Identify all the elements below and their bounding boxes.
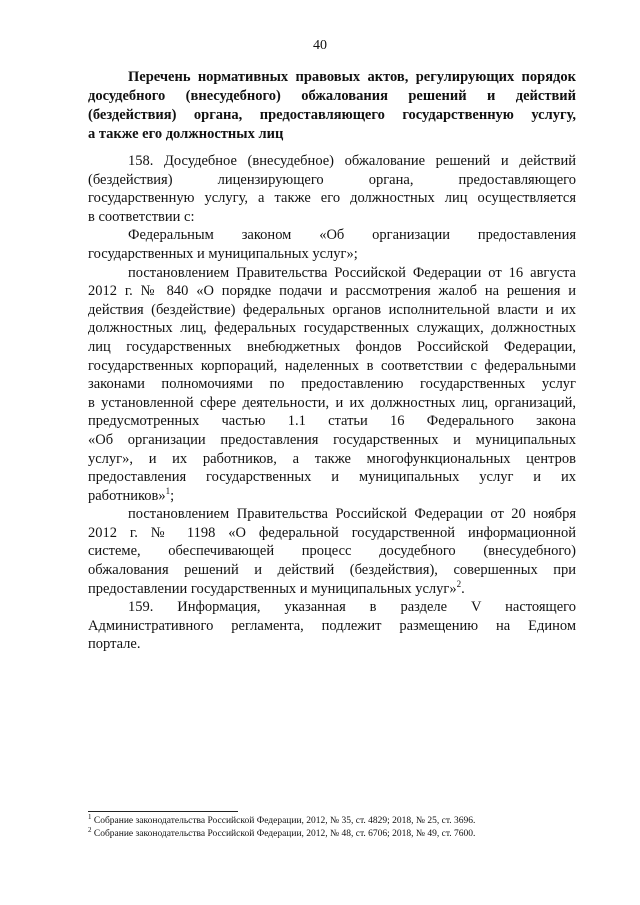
paragraph-federal-law bbox=[88, 226, 576, 263]
text-line: Административного регламента, подлежит размещению на Едином bbox=[88, 617, 576, 634]
paragraph-158 bbox=[88, 152, 576, 226]
text-line: обжалования решений и действий (бездействия), совершенных при bbox=[88, 562, 576, 579]
heading-line: досудебного (внесудебного) обжалования решений и действий bbox=[88, 88, 576, 104]
text-line: Федеральным законом «Об организации предоставления bbox=[128, 227, 576, 244]
footnote-divider bbox=[88, 811, 238, 812]
footnote-mark: 1 bbox=[88, 812, 92, 821]
text-line: предусмотренных частью 1.1 статьи 16 Федерального закона bbox=[88, 413, 576, 430]
text-fragment: работников» bbox=[88, 487, 166, 504]
text-line: лиц государственных внебюджетных фондов Российской Федерации, bbox=[88, 338, 576, 355]
footnotes bbox=[88, 812, 576, 840]
text-line: должностных лиц, федеральных государственных служащих, должностных bbox=[88, 320, 576, 337]
text-line: 2012 г. № 1198 «О федеральной государственной информационной bbox=[88, 524, 576, 541]
heading-line: (бездействия) органа, предоставляющего государственную услугу, bbox=[88, 107, 576, 123]
text-line: 158. Досудебное (внесудебное) обжалование решений и действий bbox=[128, 153, 576, 169]
heading-line: а также его должностных лиц bbox=[88, 126, 284, 142]
text-line: 2012 г. № 840 «О порядке подачи и рассмотрения жалоб на решения и bbox=[88, 283, 576, 300]
text-line: государственную услугу, а также его должностных лиц осуществляется bbox=[88, 190, 576, 207]
text-line: действия (бездействие) федеральных органов исполнительной власти и их bbox=[88, 301, 576, 318]
footnote-text: Собрание законодательства Российской Федерации, 2012, № 48, ст. 6706; 2018, № 49, ст. 7600. bbox=[91, 828, 476, 839]
footnote-ref-2[interactable]: 2 bbox=[456, 578, 462, 589]
text-line: государственных и муниципальных услуг»; bbox=[88, 245, 358, 262]
text-fragment: ; bbox=[170, 487, 175, 504]
footnote-ref-1[interactable]: 1 bbox=[165, 485, 171, 496]
text-line: услуг», и их работников, а также многофункциональных центров bbox=[88, 450, 576, 467]
text-line: постановлением Правительства Российской Федерации от 16 августа bbox=[128, 264, 576, 281]
footnote-1 bbox=[88, 812, 576, 828]
text-line: предоставления государственных и муниципальных услуг и их bbox=[88, 469, 576, 486]
text-line bbox=[88, 580, 576, 599]
heading-line: Перечень нормативных правовых актов, регулирующих порядок bbox=[128, 69, 576, 85]
document-body bbox=[88, 152, 576, 654]
text-fragment: предоставлении государственных и муниципальных услуг» bbox=[88, 580, 457, 597]
text-fragment: . bbox=[461, 580, 465, 597]
text-line: государственных корпораций, наделенных в соответствии с федеральными bbox=[88, 357, 576, 374]
text-line: в установленной сфере деятельности, и их должностных лиц, организаций, bbox=[88, 394, 576, 411]
paragraph-resolution-840 bbox=[88, 264, 576, 506]
text-line: (бездействия) лицензирующего органа, предоставляющего bbox=[88, 171, 576, 188]
text-line: в соответствии с: bbox=[88, 208, 195, 225]
footnote-text: Собрание законодательства Российской Федерации, 2012, № 35, ст. 4829; 2018, № 25, ст. 3696. bbox=[91, 816, 476, 826]
page-number: 40 bbox=[313, 38, 327, 53]
text-line: постановлением Правительства Российской Федерации от 20 ноября bbox=[128, 506, 576, 523]
footnote-2 bbox=[88, 825, 576, 841]
text-line bbox=[88, 487, 576, 506]
text-line: портале. bbox=[88, 636, 141, 653]
text-line: системе, обеспечивающей процесс досудебного (внесудебного) bbox=[88, 543, 576, 560]
section-heading bbox=[88, 68, 576, 144]
paragraph-resolution-1198 bbox=[88, 505, 576, 598]
text-line: законами полномочиями по предоставлению государственных услуг bbox=[88, 376, 576, 393]
text-line: 159. Информация, указанная в разделе V настоящего bbox=[128, 599, 576, 616]
text-line: «Об организации предоставления государственных и муниципальных bbox=[88, 431, 576, 448]
footnote-mark: 2 bbox=[88, 825, 92, 834]
paragraph-159 bbox=[88, 598, 576, 654]
